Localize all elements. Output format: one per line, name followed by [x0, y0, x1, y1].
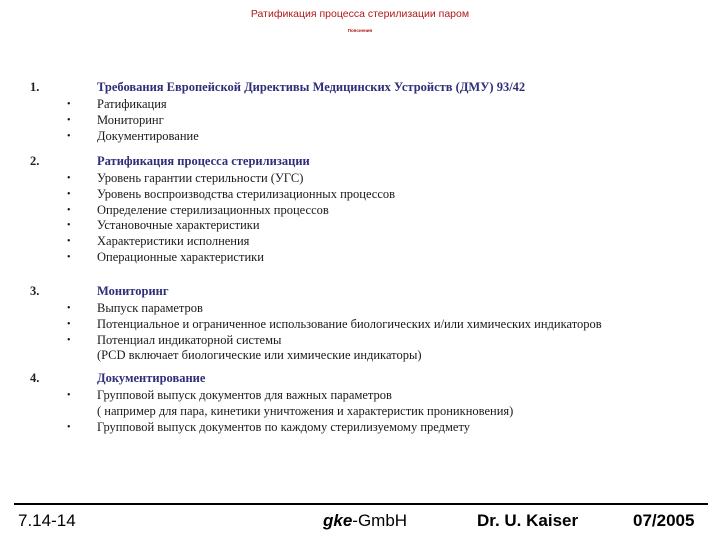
list-item — [0, 113, 720, 129]
list-item — [0, 317, 720, 333]
bullet-icon: • — [67, 188, 71, 200]
bullet-icon: • — [67, 236, 71, 248]
slide-subtitle: Пояснения — [347, 28, 373, 33]
item-text: Документирование — [97, 128, 199, 143]
section-number: 3. — [30, 284, 40, 298]
item-text: Уровень воспроизводства стерилизационных процессов — [97, 186, 396, 201]
item-text: Выпуск параметров — [97, 301, 203, 315]
item-text: Мониторинг — [97, 112, 164, 127]
list-item — [0, 301, 720, 317]
bullet-icon: • — [67, 303, 71, 314]
bullet-icon: • — [67, 130, 71, 142]
bullet-list — [0, 301, 720, 364]
list-item — [0, 333, 720, 365]
list-item — [0, 171, 720, 187]
bullet-icon: • — [67, 114, 71, 126]
list-item — [0, 218, 720, 234]
bullet-icon: • — [67, 390, 71, 401]
item-text-continuation: ( например для пара, кинетики уничтожения и характеристик проникновения) — [97, 403, 514, 418]
section-title: Требования Европейской Директивы Медицинских Устройств (ДМУ) 93/42 — [97, 80, 526, 94]
bullet-icon: • — [67, 318, 71, 330]
bullet-list — [0, 171, 720, 266]
item-text: Операционные характеристики — [97, 249, 264, 264]
section-number: 2. — [30, 154, 40, 168]
list-item — [0, 420, 720, 436]
item-text-continuation: (PCD включает биологические или химические индикаторы) — [97, 348, 422, 363]
item-text: Установочные характеристики — [97, 218, 260, 233]
bullet-icon: • — [67, 220, 71, 232]
section-title: Ратификация процесса стерилизации — [97, 154, 310, 168]
section-title: Мониторинг — [97, 284, 169, 298]
bullet-icon: • — [67, 251, 71, 263]
footer-author: Dr. U. Kaiser — [477, 511, 579, 530]
bullet-icon: • — [67, 204, 71, 216]
item-text: Групповой выпуск документов по каждому стерилизуемому предмету — [97, 419, 471, 434]
bullet-icon: • — [67, 421, 71, 433]
company-suffix: -GmbH — [352, 511, 408, 530]
bullet-icon: • — [67, 99, 71, 110]
item-text: Групповой выпуск документов для важных параметров — [97, 388, 392, 402]
list-item — [0, 388, 720, 420]
section-number: 1. — [30, 80, 40, 94]
list-item — [0, 97, 720, 113]
item-text: Потенциал индикаторной системы — [97, 332, 282, 347]
item-text: Характеристики исполнения — [97, 234, 250, 249]
item-text: Уровень гарантии стерильности (УГС) — [97, 171, 304, 185]
bullet-icon: • — [67, 334, 71, 346]
footer-slide-code: 7.14-14 — [18, 511, 76, 530]
footer-divider — [14, 503, 708, 505]
bullet-icon: • — [67, 173, 71, 184]
item-text: Ратификация — [97, 97, 167, 111]
list-item — [0, 250, 720, 266]
slide-title: Ратификация процесса стерилизации паром — [250, 8, 470, 20]
footer-company — [323, 511, 407, 531]
list-item — [0, 203, 720, 219]
item-text: Потенциальное и ограниченное использование биологических и/или химических индикаторов — [97, 316, 602, 331]
bullet-list — [0, 388, 720, 435]
list-item — [0, 234, 720, 250]
item-text: Определение стерилизационных процессов — [97, 202, 329, 217]
company-brand: gke — [323, 511, 353, 530]
footer-date: 07/2005 — [633, 511, 695, 530]
section-number: 4. — [30, 371, 40, 385]
list-item — [0, 187, 720, 203]
section-title: Документирование — [97, 371, 206, 385]
list-item — [0, 129, 720, 145]
bullet-list — [0, 97, 720, 144]
